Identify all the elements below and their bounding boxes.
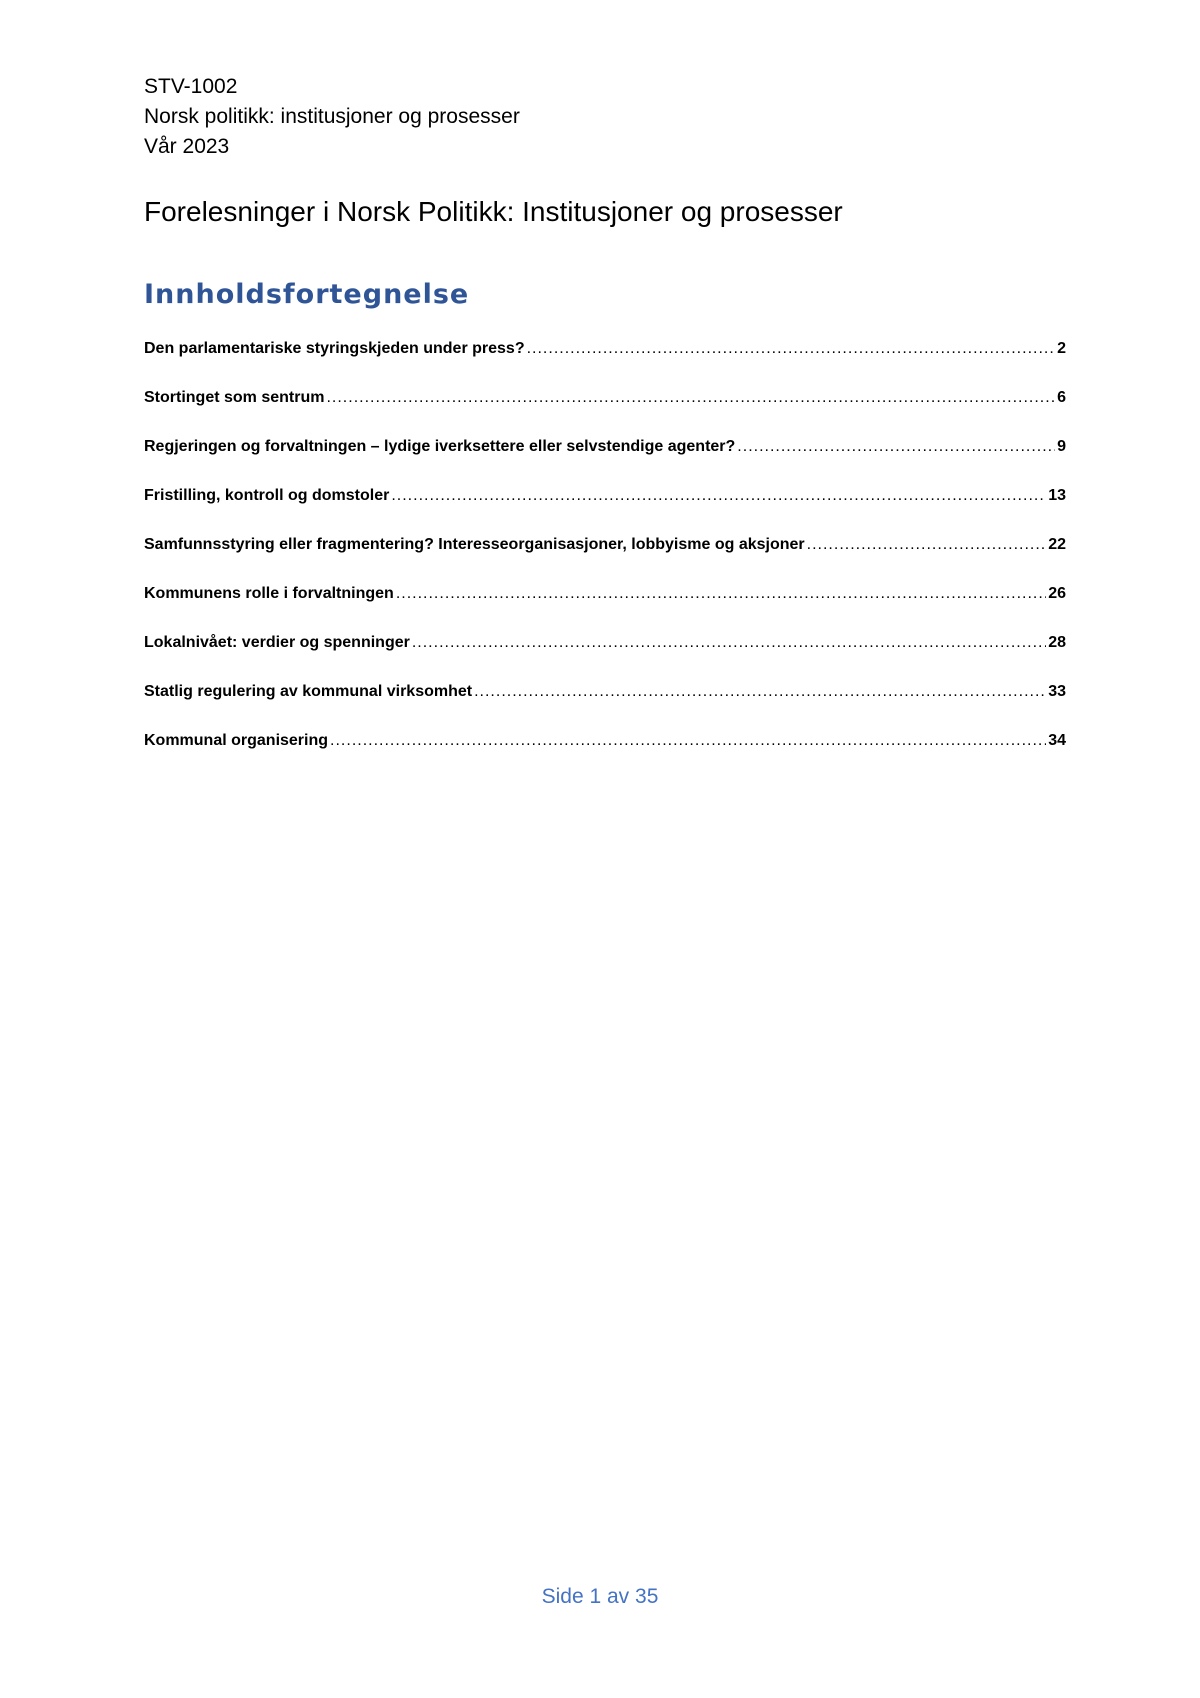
toc-dot-leader xyxy=(737,438,1055,456)
table-of-contents xyxy=(144,340,1066,781)
toc-heading: Innholdsfortegnelse xyxy=(144,279,470,310)
toc-entry-page: 33 xyxy=(1048,683,1066,700)
page-footer xyxy=(0,1582,1200,1612)
toc-entry[interactable] xyxy=(144,536,1066,585)
toc-entry-label: Lokalnivået: verdier og spenninger xyxy=(144,634,410,651)
toc-entry[interactable] xyxy=(144,732,1066,781)
footer-current-page: 1 xyxy=(589,1585,602,1608)
footer-page-label: Side xyxy=(541,1585,584,1608)
toc-entry-label: Statlig regulering av kommunal virksomhet xyxy=(144,683,473,700)
toc-entry-page: 22 xyxy=(1048,536,1066,553)
toc-entry-label: Samfunnsstyring eller fragmentering? Interesseorganisasjoner, lobbyisme og aksjoner xyxy=(144,536,805,553)
toc-dot-leader xyxy=(326,389,1055,407)
toc-entry[interactable] xyxy=(144,438,1066,487)
toc-dot-leader xyxy=(330,732,1046,750)
semester: Vår 2023 xyxy=(144,135,230,158)
toc-entry-page: 28 xyxy=(1048,634,1066,651)
toc-entry-page: 26 xyxy=(1048,585,1066,602)
toc-dot-leader xyxy=(391,487,1046,505)
toc-entry[interactable] xyxy=(144,487,1066,536)
toc-entry-label: Stortinget som sentrum xyxy=(144,389,325,406)
toc-entry-label: Kommunal organisering xyxy=(144,732,329,749)
footer-separator: av xyxy=(607,1585,630,1608)
toc-entry-page: 6 xyxy=(1057,389,1066,406)
toc-dot-leader xyxy=(474,683,1046,701)
toc-dot-leader xyxy=(396,585,1046,603)
course-header xyxy=(144,72,520,162)
toc-entry[interactable] xyxy=(144,634,1066,683)
toc-dot-leader xyxy=(412,634,1046,652)
toc-dot-leader xyxy=(807,536,1047,554)
footer-total-pages: 35 xyxy=(635,1585,659,1608)
toc-entry-page: 34 xyxy=(1048,732,1066,749)
toc-entry[interactable] xyxy=(144,683,1066,732)
toc-entry-label: Kommunens rolle i forvaltningen xyxy=(144,585,394,602)
toc-dot-leader xyxy=(527,340,1056,358)
course-name: Norsk politikk: institusjoner og prosesser xyxy=(144,105,520,128)
toc-entry-label: Fristilling, kontroll og domstoler xyxy=(144,487,390,504)
toc-entry-page: 9 xyxy=(1057,438,1066,455)
toc-entry[interactable] xyxy=(144,389,1066,438)
toc-entry-page: 2 xyxy=(1057,340,1066,357)
toc-entry[interactable] xyxy=(144,340,1066,389)
document-title: Forelesninger i Norsk Politikk: Institusjoner og prosesser xyxy=(144,196,843,227)
toc-entry-label: Regjeringen og forvaltningen – lydige iverksettere eller selvstendige agenter? xyxy=(144,438,736,455)
toc-entry[interactable] xyxy=(144,585,1066,634)
course-code: STV-1002 xyxy=(144,75,238,98)
toc-entry-label: Den parlamentariske styringskjeden under press? xyxy=(144,340,525,357)
toc-entry-page: 13 xyxy=(1048,487,1066,504)
